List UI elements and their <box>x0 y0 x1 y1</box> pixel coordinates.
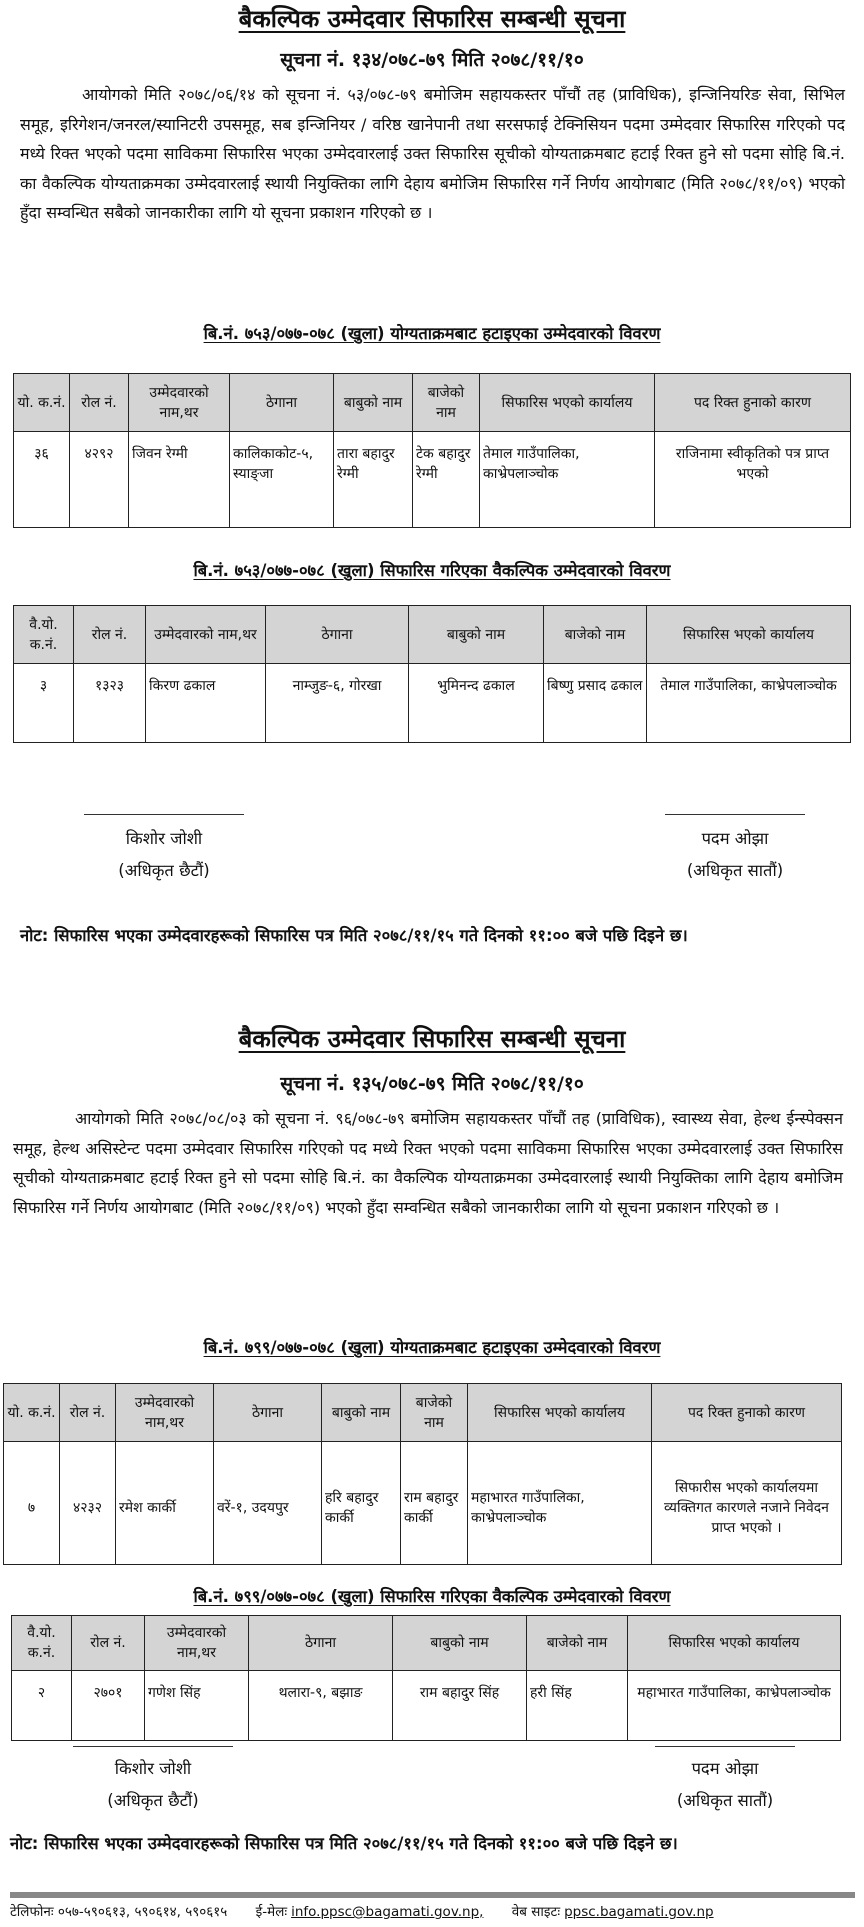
table-row <box>4 1442 842 1565</box>
notice1-paragraph: आयोगको मिति २०७८/०६/१४ को सूचना नं. ५३/०७८-७९ बमोजिम सहायकस्तर पाँचौं तह (प्राविधिक), इन्जिनियरिङ सेवा, सिभिल समूह, इरिगेशन/जनरल/स्यानिटरी उपसमूह, सब इन्जिनियर / वरिष्ठ खानेपानी तथा सरसफाई टेक्निसियन पदमा उम्मेदवार सिफारिस गरिएको पद मध्ये रिक्त भएको पदमा साविकमा सिफारिस भएका उम्मेदवारलाई उक्त सिफारिस सूचीको योग्यताक्रमबाट हटाई रिक्त हुने सो पदमा सोहि बि.नं. का वैकल्पिक योग्यताक्रमका उम्मेदवारलाई स्थायी नियुक्तिका लागि देहाय बमोजिम सिफारिस गर्ने निर्णय आयोगबाट (मिति २०७८/११/०९) भएको हुँदा सम्वन्धित सबैको जानकारीका लागि यो सूचना प्रकाशन गरिएको छ । <box>20 85 845 222</box>
table-cell: सिफारीस भएको कार्यालयमा व्यक्तिगत कारणले नजाने निवेदन प्राप्त भएको । <box>652 1442 842 1565</box>
table-header-row <box>14 606 851 664</box>
table-cell: ७ <box>4 1442 60 1565</box>
col-header: वै.यो. क.नं. <box>12 1616 72 1671</box>
col-header: रोल नं. <box>74 606 146 664</box>
table-row <box>12 1671 841 1741</box>
notice1-recommended-table <box>13 605 851 743</box>
table-cell: तेमाल गाउँपालिका, काभ्रेपलाञ्चोक <box>647 664 851 743</box>
notice2-removed-caption: बि.नं. ७९९/०७७-०७८ (खुला) योग्यताक्रमबाट हटाइएका उम्मेदवारको विवरण <box>203 1338 661 1357</box>
table-cell: थलारा-९, बझाङ <box>249 1671 393 1741</box>
table-cell: २ <box>12 1671 72 1741</box>
notice2-sig-left-role: (अधिकृत छैटौं) <box>107 1791 199 1810</box>
footer-web-group <box>512 1904 714 1920</box>
table-header-row <box>12 1616 841 1671</box>
table-cell: १३२३ <box>74 664 146 743</box>
notice1-note: नोट: सिफारिस भएका उम्मेदवारहरूको सिफारिस पत्र मिति २०७८/११/१५ गते दिनको ११:०० बजे पछि दिइने छ। <box>20 926 688 945</box>
table-cell: ४२३२ <box>60 1442 116 1565</box>
table-header-row <box>4 1384 842 1442</box>
col-header: ठेगाना <box>266 606 409 664</box>
notice2-subtitle: सूचना नं. १३५/०७८-७९ मिति २०७८/११/१० <box>280 1073 584 1095</box>
table-row <box>14 664 851 743</box>
table-cell: राम बहादुर कार्की <box>401 1442 468 1565</box>
table-cell: महाभारत गाउँपालिका, काभ्रेपलाञ्चोक <box>468 1442 652 1565</box>
notice1-recommended-caption: बि.नं. ७५३/०७७-०७८ (खुला) सिफारिस गरिएका वैकल्पिक उम्मेदवारको विवरण <box>193 561 671 580</box>
footer-phone: टेलिफोनः ०५७-५९०६१३, ५९०६१४, ५९०६१५ <box>10 1904 228 1920</box>
table-cell: रमेश कार्की <box>116 1442 214 1565</box>
signature-line-right <box>655 1746 795 1747</box>
footer-email-label: ई-मेलः <box>255 1904 288 1920</box>
col-header: यो. क.नं. <box>14 374 70 432</box>
col-header: ठेगाना <box>214 1384 322 1442</box>
table-cell: ३६ <box>14 432 70 528</box>
col-header: सिफारिस भएको कार्यालय <box>647 606 851 664</box>
table-cell: नाम्जुङ-६, गोरखा <box>266 664 409 743</box>
table-cell: राम बहादुर सिंह <box>393 1671 527 1741</box>
footer-email-group <box>256 1904 484 1920</box>
notice1-removed-caption: बि.नं. ७५३/०७७-०७८ (खुला) योग्यताक्रमबाट हटाइएका उम्मेदवारको विवरण <box>203 324 661 343</box>
col-header: रोल नं. <box>70 374 129 432</box>
notice2-paragraph: आयोगको मिति २०७८/०८/०३ को सूचना नं. ९६/०७८-७९ बमोजिम सहायकस्तर पाँचौं तह (प्राविधिक), स्वास्थ्य सेवा, हेल्थ ईन्स्पेक्सन समूह, हेल्थ असिस्टेन्ट पदमा उम्मेदवार सिफारिस गरिएको पद मध्ये रिक्त भएको पदमा साविकमा सिफारिस भएका उम्मेदवारलाई उक्त सिफारिस सूचीको योग्यताक्रमबाट हटाई रिक्त हुने सो पदमा सोहि बि.नं. का वैकल्पिक योग्यताक्रमका उम्मेदवारलाई स्थायी नियुक्तिका लागि देहाय बमोजिम सिफारिस गर्ने निर्णय आयोगबाट (मिति २०७८/११/०९) भएको हुँदा सम्वन्धित सबैको जानकारीका लागि यो सूचना प्रकाशन गरिएको छ । <box>13 1109 843 1217</box>
table-cell: भुमिनन्द ढकाल <box>409 664 544 743</box>
footer-divider <box>10 1892 855 1898</box>
notice2-sig-right-role: (अधिकृत सातौं) <box>676 1791 774 1810</box>
col-header: ठेगाना <box>230 374 334 432</box>
col-header: बाजेको नाम <box>527 1616 628 1671</box>
footer-web-label: वेब साइटः <box>511 1904 561 1920</box>
notice2-sig-right-name: पदम ओझा <box>691 1759 759 1778</box>
table-cell: बिष्णु प्रसाद ढकाल <box>544 664 647 743</box>
col-header: बाजेको नाम <box>401 1384 468 1442</box>
table-cell: हरी सिंह <box>527 1671 628 1741</box>
footer <box>10 1902 860 1920</box>
col-header: उम्मेदवारको नाम,थर <box>116 1384 214 1442</box>
col-header: रोल नं. <box>60 1384 116 1442</box>
notice1-sig-left-name: किशोर जोशी <box>125 829 203 848</box>
table-cell: वरें-१, उदयपुर <box>214 1442 322 1565</box>
notice2-note: नोट: सिफारिस भएका उम्मेदवारहरूको सिफारिस पत्र मिति २०७८/११/१५ गते दिनको ११:०० बजे पछि दिइने छ। <box>10 1834 678 1853</box>
table-cell: कालिकाकोट-५, स्याङ्जा <box>230 432 334 528</box>
notice2-sig-left-name: किशोर जोशी <box>114 1759 192 1778</box>
col-header: उम्मेदवारको नाम,थर <box>129 374 230 432</box>
table-cell: तारा बहादुर रेग्मी <box>334 432 413 528</box>
table-cell: गणेश सिंह <box>145 1671 249 1741</box>
signature-line-right <box>665 814 805 815</box>
footer-email-link[interactable]: info.ppsc@bagamati.gov.np, <box>291 1904 484 1920</box>
table-cell: ३ <box>14 664 74 743</box>
signature-line-left <box>73 1746 233 1747</box>
notice2-removed-table <box>3 1383 842 1565</box>
col-header: रोल नं. <box>72 1616 145 1671</box>
notice2-recommended-table <box>11 1615 841 1741</box>
notice1-sig-left-role: (अधिकृत छैटौं) <box>118 861 210 880</box>
notice1-subtitle: सूचना नं. १३४/०७८-७९ मिति २०७८/११/१० <box>280 49 584 71</box>
col-header: वै.यो. क.नं. <box>14 606 74 664</box>
table-cell: २७०१ <box>72 1671 145 1741</box>
notice2-recommended-caption: बि.नं. ७९९/०७७-०७८ (खुला) सिफारिस गरिएका वैकल्पिक उम्मेदवारको विवरण <box>193 1587 671 1606</box>
table-cell: जिवन रेग्मी <box>129 432 230 528</box>
notice1-title: बैकल्पिक उम्मेदवार सिफारिस सम्बन्धी सूचना <box>238 5 626 33</box>
footer-web-link[interactable]: ppsc.bagamati.gov.np <box>564 1904 714 1920</box>
col-header: उम्मेदवारको नाम,थर <box>146 606 266 664</box>
signature-line-left <box>84 814 244 815</box>
col-header: यो. क.नं. <box>4 1384 60 1442</box>
col-header: ठेगाना <box>249 1616 393 1671</box>
table-cell: टेक बहादुर रेग्मी <box>413 432 480 528</box>
col-header: बाबुको नाम <box>322 1384 401 1442</box>
col-header: पद रिक्त हुनाको कारण <box>652 1384 842 1442</box>
notice2-title: बैकल्पिक उम्मेदवार सिफारिस सम्बन्धी सूचना <box>238 1025 626 1053</box>
table-cell: हरि बहादुर कार्की <box>322 1442 401 1565</box>
col-header: बाबुको नाम <box>409 606 544 664</box>
col-header: बाबुको नाम <box>393 1616 527 1671</box>
col-header: सिफारिस भएको कार्यालय <box>628 1616 841 1671</box>
table-row <box>14 432 851 528</box>
notice1-sig-right-role: (अधिकृत सातौं) <box>686 861 784 880</box>
table-cell: महाभारत गाउँपालिका, काभ्रेपलाञ्चोक <box>628 1671 841 1741</box>
notice1-sig-right-name: पदम ओझा <box>701 829 769 848</box>
col-header: उम्मेदवारको नाम,थर <box>145 1616 249 1671</box>
table-header-row <box>14 374 851 432</box>
table-cell: राजिनामा स्वीकृतिको पत्र प्राप्त भएको <box>655 432 851 528</box>
table-cell: ४२९२ <box>70 432 129 528</box>
notice1-removed-table <box>13 373 851 528</box>
col-header: बाजेको नाम <box>413 374 480 432</box>
table-cell: किरण ढकाल <box>146 664 266 743</box>
col-header: सिफारिस भएको कार्यालय <box>480 374 655 432</box>
col-header: बाजेको नाम <box>544 606 647 664</box>
col-header: सिफारिस भएको कार्यालय <box>468 1384 652 1442</box>
col-header: बाबुको नाम <box>334 374 413 432</box>
table-cell: तेमाल गाउँपालिका, काभ्रेपलाञ्चोक <box>480 432 655 528</box>
col-header: पद रिक्त हुनाको कारण <box>655 374 851 432</box>
